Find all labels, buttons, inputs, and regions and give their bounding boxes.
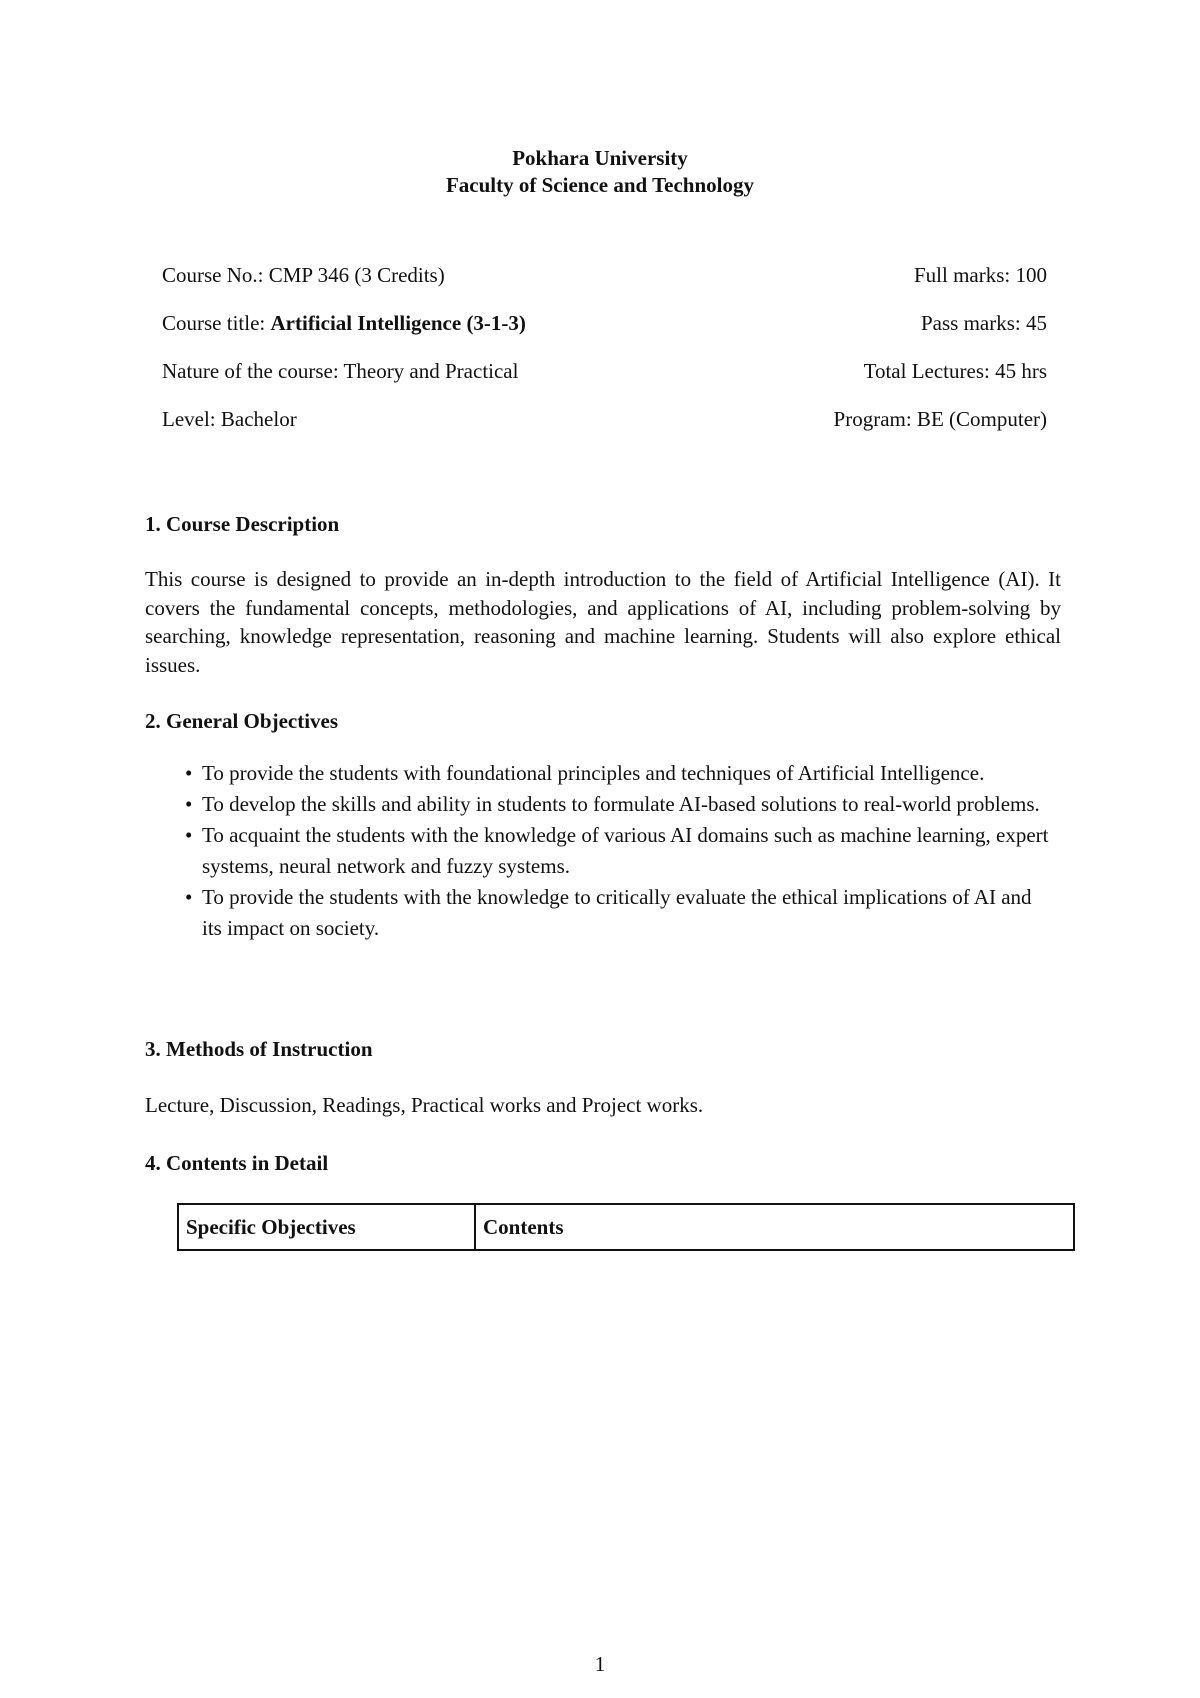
contents-table-wrap: [177, 1203, 1075, 1251]
course-program: Program: BE (Computer): [833, 407, 1047, 431]
list-item: [185, 820, 1055, 882]
table-header-specific-objectives: Specific Objectives: [178, 1204, 475, 1250]
course-no: Course No.: CMP 346 (3 Credits): [162, 263, 445, 287]
bullet-icon: •: [185, 761, 193, 785]
methods-text: Lecture, Discussion, Readings, Practical works and Project works.: [145, 1093, 704, 1117]
course-title: [162, 310, 526, 358]
course-title-label: Course title:: [162, 311, 271, 335]
info-row-level: [162, 406, 1047, 454]
university-name: Pokhara University: [512, 146, 688, 170]
description-text: This course is designed to provide an in-depth introduction to the field of Artificial Intelligence (AI). It covers the fundamental concepts, methodologies, and applications of AI, including problem-solving by searching, knowledge representation, reasoning and machine learning. Students will also explore ethical issues.: [145, 567, 1061, 677]
full-marks: Full marks: 100: [913, 263, 1047, 287]
section-title-methods: 3. Methods of Instruction: [145, 1037, 373, 1061]
pass-marks: Pass marks: 45: [921, 311, 1047, 335]
objective-text: To acquaint the students with the knowledge of various AI domains such as machine learning, expert systems, neural network and fuzzy systems.: [202, 823, 1049, 878]
total-lectures: Total Lectures: 45 hrs: [863, 359, 1047, 383]
objectives-list: [185, 758, 1055, 944]
table-header-row: [178, 1204, 1074, 1250]
section-title-description: 1. Course Description: [145, 512, 340, 536]
document-header: [0, 145, 1200, 199]
objective-text: To provide the students with foundational principles and techniques of Artificial Intelligence.: [202, 761, 985, 785]
section-title-objectives: 2. General Objectives: [145, 709, 339, 733]
course-info: [162, 262, 1047, 454]
section-title-contents: 4. Contents in Detail: [145, 1151, 329, 1175]
faculty-name: Faculty of Science and Technology: [445, 173, 755, 197]
course-title-value: Artificial Intelligence (3-1-3): [270, 311, 526, 335]
info-row-course-title: [162, 310, 1047, 358]
bullet-icon: •: [185, 823, 193, 847]
bullet-icon: •: [185, 792, 193, 816]
list-item: [185, 882, 1055, 944]
list-item: [185, 789, 1055, 820]
course-level: Level: Bachelor: [162, 407, 297, 431]
info-row-course-no: [162, 262, 1047, 310]
page-number: 1: [594, 1652, 606, 1676]
list-item: [185, 758, 1055, 789]
course-nature: Nature of the course: Theory and Practical: [162, 359, 519, 383]
info-row-nature: [162, 358, 1047, 406]
bullet-icon: •: [185, 885, 193, 909]
contents-table: [177, 1203, 1075, 1251]
objective-text: To develop the skills and ability in students to formulate AI-based solutions to real-world problems.: [202, 792, 1040, 816]
objective-text: To provide the students with the knowledge to critically evaluate the ethical implications of AI and its impact on society.: [202, 885, 1032, 940]
table-header-contents: Contents: [475, 1204, 1074, 1250]
